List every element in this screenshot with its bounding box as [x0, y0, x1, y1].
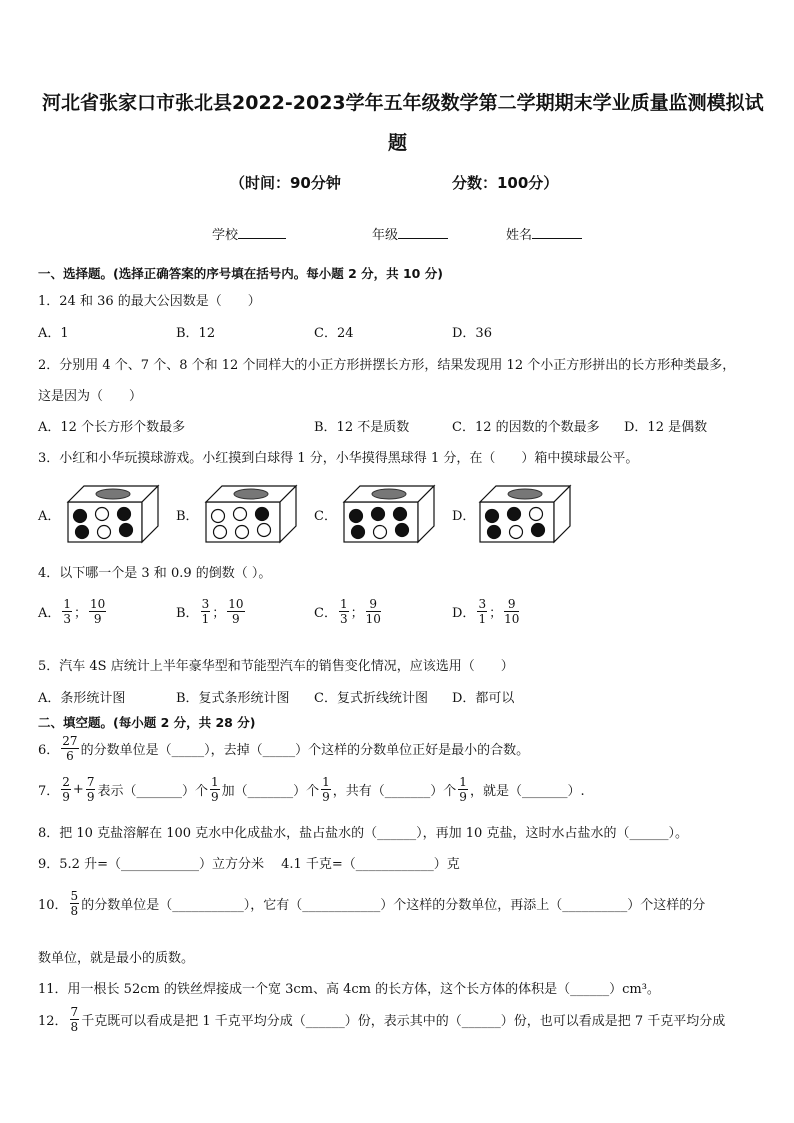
q7-text: 7． $\frac{2}{9}$ + $\frac{7}{9}$ 表示（_______）个 $\frac{1}{9}$ 加（_______）个 $\frac{1}{9}$ ，共有（_______）个 $\frac{1}{9}$ ，就是（_______）.	[38, 775, 585, 804]
q1-text: 1．24 和 36 的最大公因数是（ ）	[38, 294, 261, 309]
q11-text: 11．用一根长 52cm 的铁丝焊接成一个宽 3cm、高 4cm 的长方体，这个长方体的体积是（______）cm³。	[38, 982, 660, 997]
box-opening	[96, 489, 130, 499]
box-opening	[508, 489, 542, 499]
box-opening	[234, 489, 268, 499]
white-ball	[96, 508, 109, 521]
white-ball	[236, 526, 249, 539]
box-opening	[372, 489, 406, 499]
q10-text: 10． $\frac{5}{8}$ 的分数单位是（___________），它有（____________）个这样的分数单位，再添上（__________）个这样的分	[38, 889, 706, 918]
section2-heading: 二、填空题。(每小题 2 分，共 28 分)	[38, 715, 256, 730]
black-ball	[532, 524, 545, 537]
black-ball	[74, 510, 87, 523]
q9-text: 9．5.2 升=（____________）立方分米 4.1 千克=（____________）克	[38, 857, 460, 872]
q2-text-cont: 这是因为（ ）	[38, 389, 143, 404]
white-ball	[530, 508, 543, 521]
white-ball	[510, 526, 523, 539]
white-ball	[98, 526, 111, 539]
q2-option-b: B．12 不是质数	[314, 420, 410, 435]
option-label: C．	[314, 606, 337, 621]
q4-option-d: D． $\frac{3}{1}$ ； $\frac{9}{10}$	[452, 597, 520, 626]
black-ball	[352, 526, 365, 539]
q4-text: 4．以下哪一个是 3 和 0.9 的倒数（ ）。	[38, 566, 272, 581]
name-field[interactable]	[506, 224, 582, 243]
q2-option-d: D．12 是偶数	[624, 420, 708, 435]
black-ball	[256, 508, 269, 521]
option-label: A．	[38, 606, 61, 621]
grade-label: 年级	[372, 228, 399, 243]
black-ball	[508, 508, 521, 521]
black-ball	[76, 526, 89, 539]
ball-box-c	[338, 480, 438, 546]
white-ball	[212, 510, 225, 523]
white-ball	[234, 508, 247, 521]
school-label: 学校	[212, 228, 239, 243]
q10-text-cont: 数单位，就是最小的质数。	[38, 951, 195, 966]
q5-option-a: A．条形统计图	[38, 691, 126, 706]
q3-option-c: C．	[314, 509, 337, 524]
ball-box-b	[200, 480, 300, 546]
ball-box-a	[62, 480, 162, 546]
black-ball	[118, 508, 131, 521]
q8-text: 8．把 10 克盐溶解在 100 克水中化成盐水，盐占盐水的（______），再加 10 克盐，这时水占盐水的（______）。	[38, 826, 688, 841]
black-ball	[396, 524, 409, 537]
name-label: 姓名	[506, 228, 533, 243]
q4-option-a: A． $\frac{1}{3}$ ； $\frac{10}{9}$	[38, 597, 106, 626]
q2-option-a: A．12 个长方形个数最多	[38, 420, 186, 435]
q1-option-c: C．24	[314, 326, 354, 341]
q4-option-c: C． $\frac{1}{3}$ ； $\frac{9}{10}$	[314, 597, 381, 626]
black-ball	[486, 510, 499, 523]
q5-option-b: B．复式条形统计图	[176, 691, 290, 706]
exam-time: （时间：90分钟	[230, 174, 341, 192]
black-ball	[350, 510, 363, 523]
q3-option-b: B．	[176, 509, 199, 524]
grade-field[interactable]	[372, 224, 448, 243]
option-label: D．	[452, 606, 476, 621]
q6-text: 6． $\frac{27}{6}$ 的分数单位是（_____），去掉（_____）个这样的分数单位正好是最小的合数。	[38, 734, 530, 763]
white-ball	[258, 524, 271, 537]
q4-option-b: B． $\frac{3}{1}$ ； $\frac{10}{9}$	[176, 597, 244, 626]
exam-score: 分数：100分）	[452, 174, 559, 192]
q3-text: 3．小红和小华玩摸球游戏。小红摸到白球得 1 分，小华摸得黑球得 1 分，在（ ）箱中摸球最公平。	[38, 451, 639, 466]
q5-text: 5．汽车 4S 店统计上半年豪华型和节能型汽车的销售变化情况，应该选用（ ）	[38, 659, 514, 674]
q2-text: 2．分别用 4 个、7 个、8 个和 12 个同样大的小正方形拼摆长方形，结果发现用 12 个小正方形拼出的长方形种类最多，	[38, 358, 736, 373]
white-ball	[214, 526, 227, 539]
school-field[interactable]	[212, 224, 286, 243]
q3-option-a: A．	[38, 509, 61, 524]
page-title: 河北省张家口市张北县2022-2023学年五年级数学第二学期期末学业质量监测模拟试	[42, 92, 764, 114]
black-ball	[394, 508, 407, 521]
option-label: B．	[176, 606, 199, 621]
q5-option-d: D．都可以	[452, 691, 515, 706]
q3-option-d: D．	[452, 509, 476, 524]
ball-box-d	[474, 480, 574, 546]
q1-option-b: B．12	[176, 326, 216, 341]
black-ball	[120, 524, 133, 537]
q12-text: 12． $\frac{7}{8}$ 千克既可以看成是把 1 千克平均分成（______）份，表示其中的（______）份，也可以看成是把 7 千克平均分成	[38, 1005, 726, 1034]
white-ball	[374, 526, 387, 539]
page-title-cont: 题	[388, 132, 408, 154]
q1-option-a: A．1	[38, 326, 69, 341]
q1-option-d: D．36	[452, 326, 492, 341]
section1-heading: 一、选择题。(选择正确答案的序号填在括号内。每小题 2 分，共 10 分)	[38, 266, 443, 281]
q2-option-c: C．12 的因数的个数最多	[452, 420, 600, 435]
black-ball	[372, 508, 385, 521]
black-ball	[488, 526, 501, 539]
q5-option-c: C．复式折线统计图	[314, 691, 428, 706]
